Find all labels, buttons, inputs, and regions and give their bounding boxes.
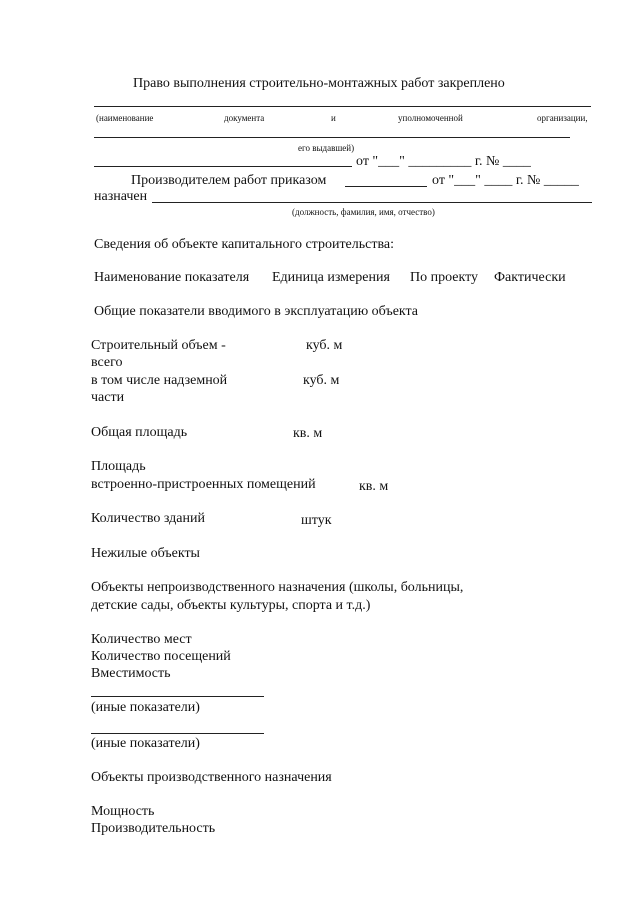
row-buildings-label: Количество зданий	[91, 511, 205, 526]
document-date-number: от "___" _________ г. № ____	[356, 154, 531, 169]
order-label: Производителем работ приказом	[131, 173, 327, 188]
caption-word: документа	[224, 113, 265, 123]
row-buildings-unit: штук	[301, 513, 332, 528]
blank-line-other-1	[91, 696, 264, 697]
row-builtin-unit: кв. м	[359, 479, 389, 494]
caption-appointee: (должность, фамилия, имя, отчество)	[292, 207, 435, 217]
blank-line-other-2	[91, 733, 264, 734]
nonres-title: Нежилые объекты	[91, 546, 200, 561]
blank-line-document	[94, 166, 352, 167]
blank-line-order	[345, 186, 427, 187]
section-title: Сведения об объекте капитального строительства:	[94, 237, 395, 252]
nonprod-visits: Количество посещений	[91, 649, 231, 664]
row-volume-label-2: всего	[91, 355, 123, 370]
column-actual: Фактически	[494, 270, 566, 285]
row-builtin-label-2: встроенно-пристроенных помещений	[91, 477, 316, 492]
row-area-unit: кв. м	[293, 426, 323, 441]
nonprod-other-1: (иные показатели)	[91, 700, 200, 715]
nonprod-seats: Количество мест	[91, 632, 192, 647]
row-area-label: Общая площадь	[91, 425, 188, 440]
prod-productivity: Производительность	[91, 821, 216, 836]
row-above-unit: куб. м	[303, 373, 340, 388]
blank-line-organization	[94, 106, 591, 107]
column-unit: Единица измерения	[272, 270, 390, 285]
blank-line-issuer	[94, 137, 570, 138]
nonprod-title-2: детские сады, объекты культуры, спорта и т.д.)	[91, 598, 371, 613]
row-above-label: в том числе надземной	[91, 373, 228, 388]
prod-power: Мощность	[91, 804, 155, 819]
caption-word: (наименование	[96, 113, 154, 123]
row-volume-label: Строительный объем -	[91, 338, 226, 353]
nonprod-title: Объекты непроизводственного назначения (школы, больницы,	[91, 580, 464, 595]
order-date-number: от "___" ____ г. № _____	[432, 173, 579, 188]
caption-issuer: его выдавшей)	[298, 143, 355, 153]
caption-word: организации,	[537, 113, 588, 123]
row-above-label-2: части	[91, 390, 125, 405]
nonprod-other-2: (иные показатели)	[91, 736, 200, 751]
caption-word: уполномоченной	[398, 113, 463, 123]
general-title: Общие показатели вводимого в эксплуатацию объекта	[94, 304, 419, 319]
row-builtin-label: Площадь	[91, 459, 146, 474]
column-project: По проекту	[410, 270, 479, 285]
blank-line-appointee	[152, 202, 592, 203]
appointed-label: назначен	[94, 189, 148, 204]
caption-word: и	[331, 113, 336, 123]
row-volume-unit: куб. м	[306, 338, 343, 353]
column-indicator: Наименование показателя	[94, 270, 250, 285]
header-title: Право выполнения строительно-монтажных работ закреплено	[133, 76, 505, 91]
nonprod-capacity: Вместимость	[91, 666, 171, 681]
prod-title: Объекты производственного назначения	[91, 770, 332, 785]
